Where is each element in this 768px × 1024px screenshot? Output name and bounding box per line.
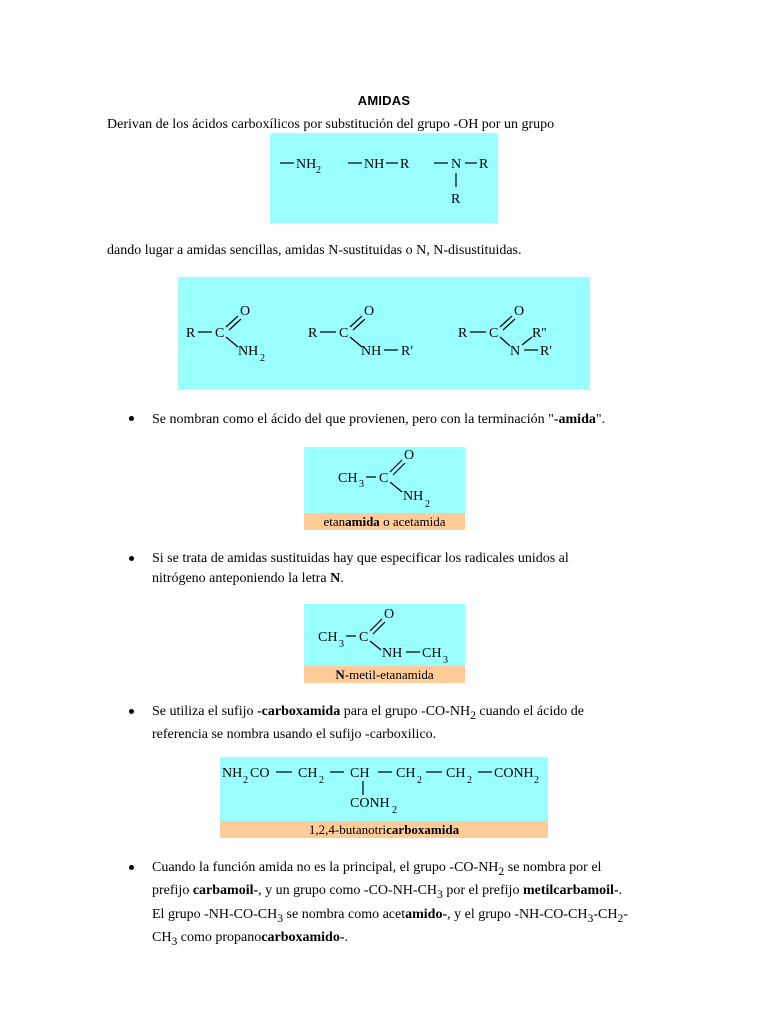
bullet3-post: cuando el ácido de <box>475 704 584 719</box>
amide3-n: N <box>510 344 521 359</box>
bullet2-line2-post: . <box>340 570 344 586</box>
bullet4-l3-post: -CH <box>593 906 618 922</box>
ex2-ch2-sub: 3 <box>443 655 448 666</box>
bullet4-l3-end: - <box>623 906 628 922</box>
bullet2-line2-pre: nitrógeno anteponiendo la letra <box>152 570 331 586</box>
ex3-caption-pre: 1,2,4-butanotri <box>308 822 387 837</box>
intro2-text: dando lugar a amidas sencillas, amidas N-sustituidas o N, N-disustituidas. <box>107 243 522 258</box>
bullet1-post: ". <box>595 412 606 427</box>
example1-panel <box>304 447 465 513</box>
bullet4-line3 <box>152 905 628 928</box>
ex1-caption-pre: etan <box>323 514 346 529</box>
bullet4-l2-mid2: por el prefijo <box>442 883 523 899</box>
bullet4-l3-sub3: 2 <box>617 911 624 925</box>
example2-structure <box>304 604 465 666</box>
amide1-c: C <box>215 326 225 341</box>
bullet3-pre: Se utiliza el sufijo <box>152 704 257 719</box>
ex2-nh: NH <box>382 646 403 661</box>
bullet4-l1-sub: 2 <box>498 864 505 878</box>
bullet-dot <box>129 709 134 714</box>
group-nhr-r: R <box>400 157 410 172</box>
bullet2-text <box>152 549 569 588</box>
bullet1-bold: -amida <box>553 412 596 427</box>
ex1-c: C <box>379 471 389 486</box>
ex2-o: O <box>384 607 395 622</box>
ex3-p2: CH <box>298 766 318 781</box>
bullet-dot <box>129 416 134 421</box>
amides-structure <box>178 277 590 389</box>
bullet4-l2-bold1: carbamoil- <box>192 883 259 899</box>
ex2-ch: CH <box>318 630 338 645</box>
bullet4-l4-bold: carboxamido- <box>261 929 345 945</box>
group-nrr-n: N <box>451 157 462 172</box>
example2-caption <box>304 666 465 683</box>
bullet4-l3-sub: 3 <box>277 911 284 925</box>
amide2-nh: NH <box>361 344 382 359</box>
example3-structure <box>220 757 548 821</box>
amide3-o: O <box>514 304 525 319</box>
group-nrr-r1: R <box>479 157 489 172</box>
ex3-p5-sub: 2 <box>467 775 472 786</box>
ex3-p4-sub: 2 <box>417 775 422 786</box>
ex3-p5: CH <box>446 766 466 781</box>
bullet-dot <box>129 865 134 870</box>
ex1-caption-bold: amida <box>345 514 380 529</box>
group-nh2-sub: 2 <box>316 165 321 176</box>
bullet4-line4 <box>152 928 628 951</box>
bullet2-line1: Si se trata de amidas sustituidas hay que especificar los radicales unidos al <box>152 551 569 566</box>
amide3-rpp: R'' <box>532 326 547 341</box>
bullet4-line1 <box>152 858 628 881</box>
ex1-ch-sub: 3 <box>359 479 364 490</box>
bullet3-mid: para el grupo -CO-NH <box>340 704 471 719</box>
bullet4-l3-mid: se nombra como acet <box>283 906 406 922</box>
amide2-r: R <box>308 326 318 341</box>
groups-panel <box>270 133 498 223</box>
bullet4-l3-pre: El grupo -NH-CO-CH <box>152 906 278 922</box>
ex3-branch-sub: 2 <box>392 805 397 816</box>
ex3-branch: CONH <box>350 796 390 811</box>
example1-caption <box>304 513 465 530</box>
bullet4-l4-mid: como propano <box>177 929 262 945</box>
example3-panel <box>220 757 548 821</box>
bullet4-l2-post: . <box>618 883 623 899</box>
amide3-r: R <box>458 326 468 341</box>
bullet4-l4-pre: CH <box>152 929 172 945</box>
group-nh2-label: NH <box>296 157 317 172</box>
amide2-o: O <box>364 304 375 319</box>
ex1-nh-sub: 2 <box>425 499 430 510</box>
ex2-caption-bold: N <box>335 667 345 682</box>
amide1-o: O <box>240 304 251 319</box>
amide1-nh: NH <box>238 344 259 359</box>
ex1-ch: CH <box>338 471 358 486</box>
ex3-p1: NH <box>222 766 243 781</box>
ex3-p1b: CO <box>250 766 270 781</box>
bullet2-line2-bold: N <box>330 570 341 586</box>
groups-structure <box>270 133 498 223</box>
bullet4-text <box>152 858 628 951</box>
ex1-o: O <box>404 448 415 463</box>
amide2-c: C <box>339 326 349 341</box>
bullet1-pre: Se nombran como el ácido del que provienen, pero con la terminación " <box>152 412 554 427</box>
ex2-c: C <box>359 630 369 645</box>
bullet4-l2-mid: , y un grupo como -CO-NH-CH <box>258 883 438 899</box>
bullet3-line2: referencia se nombra usando el sufijo -carboxilico. <box>152 727 437 743</box>
ex2-ch-sub: 3 <box>339 639 344 650</box>
ex3-p2-sub: 2 <box>319 775 324 786</box>
bullet4-l4-sub: 3 <box>171 934 178 948</box>
amide2-rp: R' <box>401 344 413 359</box>
amide1-r: R <box>186 326 196 341</box>
bullet2-line2 <box>152 569 569 589</box>
bullet4-l1-post: se nombra por el <box>504 860 602 875</box>
amides-panel <box>178 277 590 389</box>
ex2-ch2: CH <box>422 646 442 661</box>
bullet4-l3-sub2: 3 <box>587 911 594 925</box>
bullet3-line1 <box>152 702 584 725</box>
ex1-nh: NH <box>403 489 424 504</box>
intro-text: Derivan de los ácidos carboxílicos por substitución del grupo -OH por un grupo <box>107 117 555 132</box>
ex3-p4: CH <box>396 766 416 781</box>
amide3-rp: R' <box>540 344 552 359</box>
page-title: AMIDAS <box>357 93 411 108</box>
bullet4-l2-sub: 3 <box>437 888 443 902</box>
example2-panel <box>304 604 465 666</box>
ex3-p6-sub: 2 <box>534 775 539 786</box>
ex1-caption-post: o acetamida <box>379 514 446 529</box>
ex3-p1-sub: 2 <box>243 775 248 786</box>
example1-structure <box>304 447 465 513</box>
example3-caption <box>220 821 548 838</box>
group-nhr-label: NH <box>364 157 385 172</box>
bullet4-l2-bold2: metilcarbamoil- <box>522 883 619 899</box>
amide1-sub: 2 <box>260 353 265 364</box>
bullet3-bold: -carboxamida <box>256 704 341 719</box>
bullet4-l4-post: . <box>344 929 348 945</box>
ex3-caption-bold: carboxamida <box>386 822 460 837</box>
bullet4-l1-pre: Cuando la función amida no es la principal, el grupo -CO-NH <box>152 860 499 875</box>
bullet4-l3-mid2: , y el grupo -NH-CO-CH <box>447 906 588 922</box>
bullet3-text <box>152 702 584 745</box>
ex2-caption-post: -metil-etanamida <box>344 667 434 682</box>
amide3-c: C <box>489 326 499 341</box>
bullet4-l2-pre: prefijo <box>152 883 193 899</box>
group-nrr-r2: R <box>451 192 461 207</box>
ex3-p6: CONH <box>494 766 534 781</box>
ex3-p3: CH <box>350 766 370 781</box>
bullet4-l3-bold: amido- <box>405 906 448 922</box>
bullet4-line2 <box>152 881 628 904</box>
bullet1-text <box>152 410 605 430</box>
bullet3-sub: 2 <box>470 708 476 722</box>
bullet-dot <box>129 556 134 561</box>
